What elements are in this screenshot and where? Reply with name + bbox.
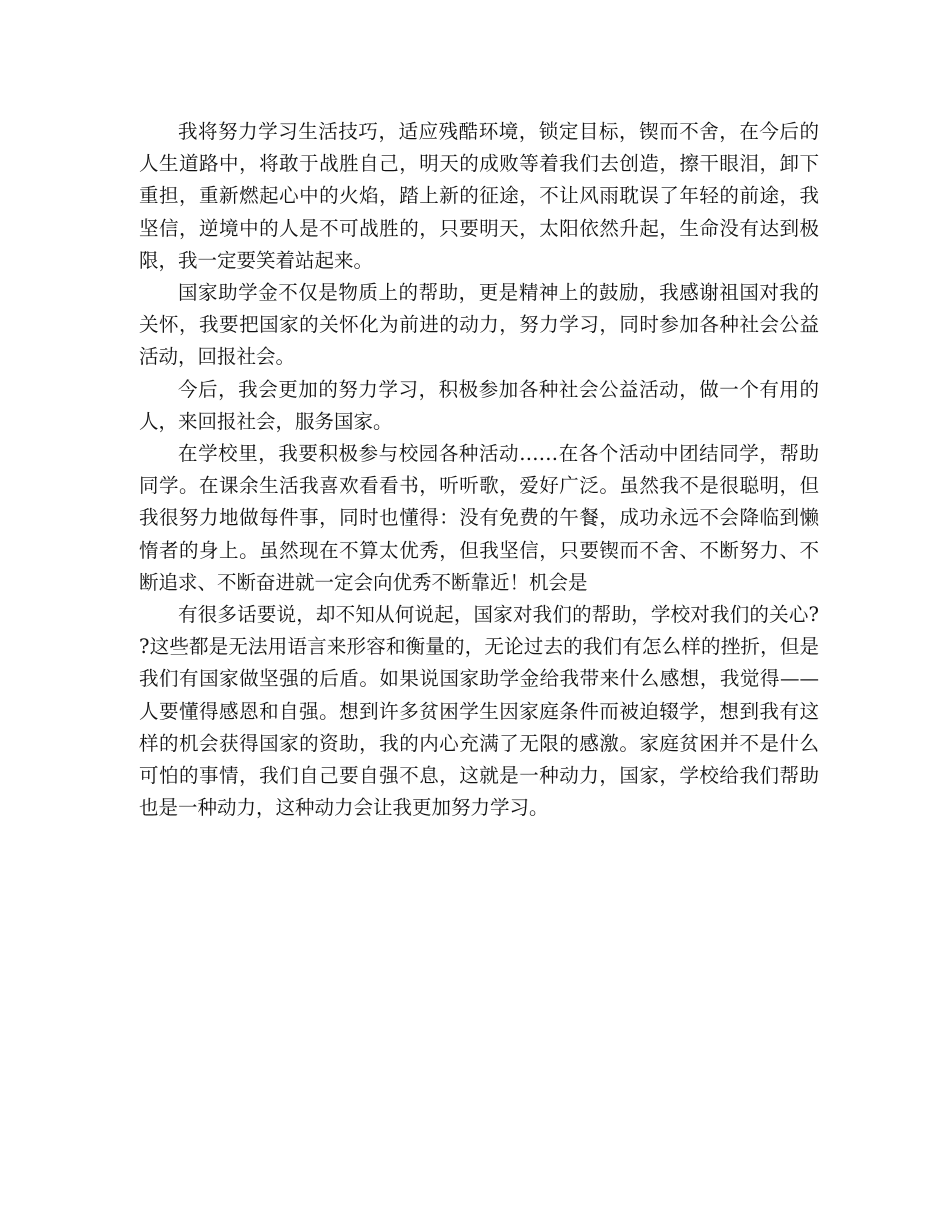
paragraph-3: 今后，我会更加的努力学习，积极参加各种社会公益活动，做一个有用的人，来回报社会，服务国家。 — [139, 377, 819, 433]
paragraph-2: 国家助学金不仅是物质上的帮助，更是精神上的鼓励，我感谢祖国对我的关怀，我要把国家的关怀化为前进的动力，努力学习，同时参加各种社会公益活动，回报社会。 — [139, 281, 819, 369]
paragraph-4: 在学校里，我要积极参与校园各种活动……在各个活动中团结同学，帮助同学。在课余生活我喜欢看看书，听听歌，爱好广泛。虽然我不是很聪明，但我很努力地做每件事，同时也懂得：没有免费的午餐，成功永远不会降临到懒惰者的身上。虽然现在不算太优秀，但我坚信，只要锲而不舍、不断努力、不断追求、不断奋进就一定会向优秀不断靠近！机会是 — [139, 442, 819, 594]
document-body — [139, 116, 819, 824]
paragraph-1: 我将努力学习生活技巧，适应残酷环境，锁定目标，锲而不舍，在今后的人生道路中，将敢于战胜自己，明天的成败等着我们去创造，擦干眼泪，卸下重担，重新燃起心中的火焰，踏上新的征途，不让风雨耽误了年轻的前途，我坚信，逆境中的人是不可战胜的，只要明天，太阳依然升起，生命没有达到极限，我一定要笑着站起来。 — [139, 120, 819, 272]
paragraph-5: 有很多话要说，却不知从何说起，国家对我们的帮助，学校对我们的关心??这些都是无法用语言来形容和衡量的，无论过去的我们有怎么样的挫折，但是我们有国家做坚强的后盾。如果说国家助学金给我带来什么感想，我觉得——人要懂得感恩和自强。想到许多贫困学生因家庭条件而被迫辍学，想到我有这样的机会获得国家的资助，我的内心充满了无限的感激。家庭贫困并不是什么可怕的事情，我们自己要自强不息，这就是一种动力，国家，学校给我们帮助也是一种动力，这种动力会让我更加努力学习。 — [139, 603, 819, 820]
